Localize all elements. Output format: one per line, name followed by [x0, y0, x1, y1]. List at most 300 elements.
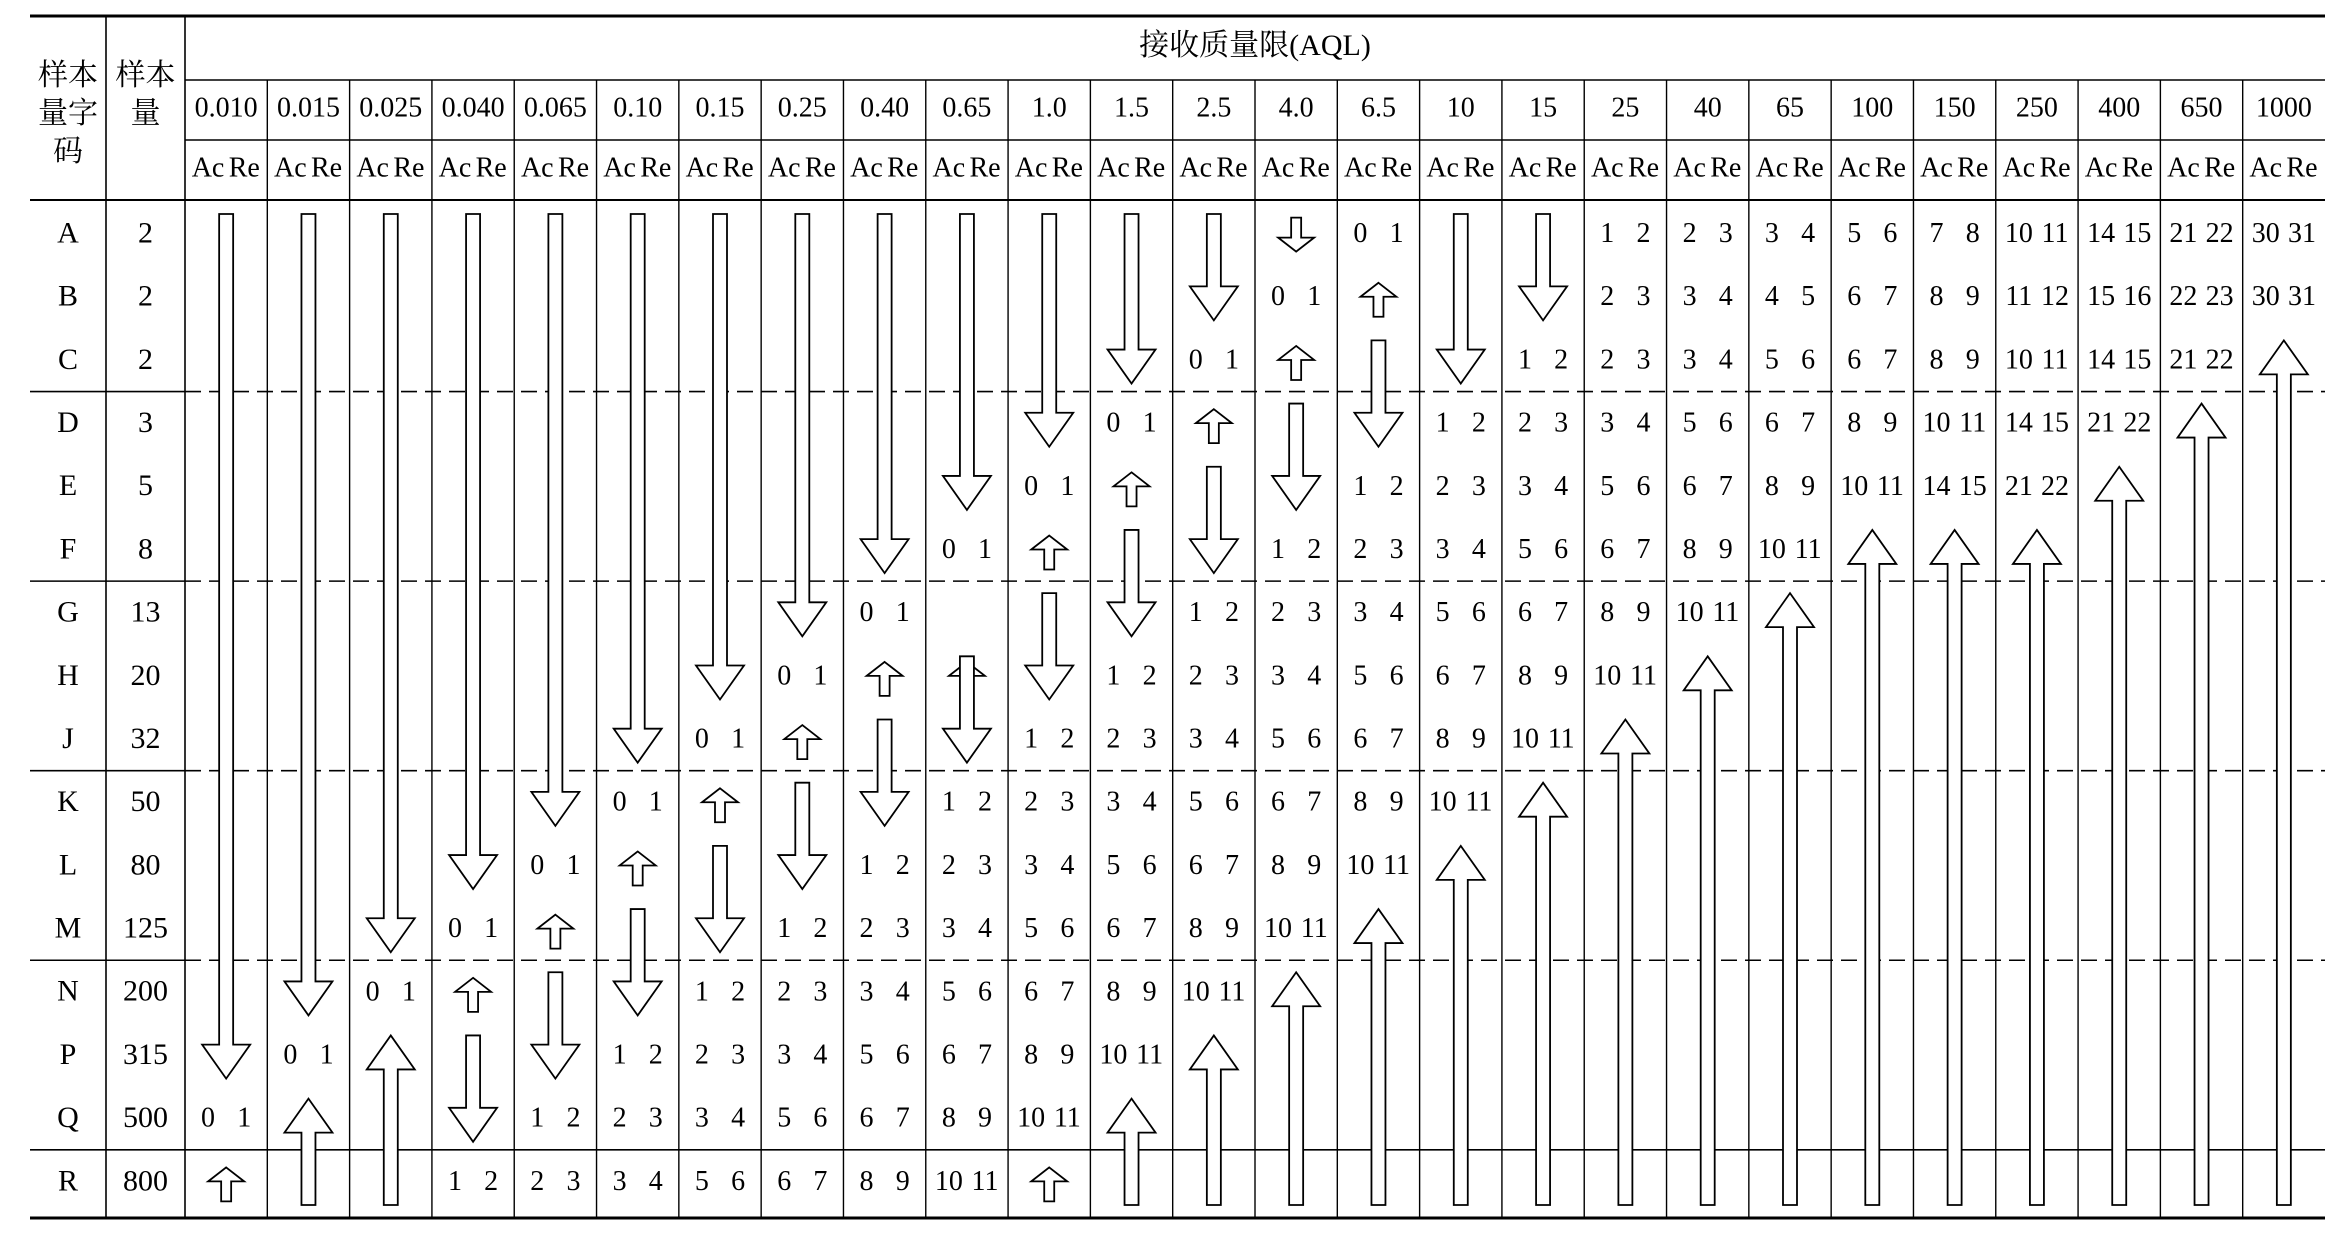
ac-value: 1 [530, 1102, 545, 1134]
ac-value: 10 [934, 1165, 963, 1197]
arrow-up-icon [2095, 467, 2143, 1205]
ac-value: 15 [2087, 281, 2116, 313]
re-value: 11 [2041, 218, 2069, 250]
ac-value: 10 [1593, 660, 1622, 692]
re-value: 9 [1554, 660, 1569, 692]
ac-value: 0 [365, 976, 380, 1008]
ac-value: 30 [2251, 281, 2280, 313]
re-value: 11 [971, 1165, 999, 1197]
aql-level-150: 150 [1933, 92, 1976, 124]
row-code-N: N [57, 974, 79, 1008]
re-header: Re [1710, 152, 1742, 184]
re-header: Re [2121, 152, 2153, 184]
arrow-down-icon [1278, 218, 1314, 252]
aql-level-0.015: 0.015 [276, 92, 340, 124]
re-value: 6 [813, 1102, 828, 1134]
re-value: 3 [813, 976, 828, 1008]
re-value: 7 [1142, 913, 1157, 945]
ac-value: 21 [2087, 407, 2116, 439]
ac-header: Ac [603, 152, 636, 184]
re-value: 3 [1636, 281, 1651, 313]
arrow-up-icon [455, 978, 491, 1012]
ac-value: 14 [1922, 470, 1951, 502]
aql-level-250: 250 [2015, 92, 2058, 124]
aql-level-4.0: 4.0 [1278, 92, 1314, 124]
arrow-down-icon [449, 1035, 497, 1141]
re-value: 15 [2123, 218, 2152, 250]
aql-level-650: 650 [2180, 92, 2223, 124]
re-value: 1 [1060, 470, 1075, 502]
aql-level-2.5: 2.5 [1196, 92, 1232, 124]
re-value: 9 [1307, 849, 1322, 881]
ac-header: Ac [191, 152, 225, 184]
aql-level-400: 400 [2098, 92, 2141, 124]
ac-header: Ac [685, 152, 719, 184]
re-value: 7 [895, 1102, 910, 1134]
re-value: 11 [1053, 1102, 1081, 1134]
re-value: 3 [1389, 533, 1404, 565]
ac-value: 1 [1435, 407, 1450, 439]
re-header: Re [2204, 152, 2236, 184]
ac-header: Ac [1508, 152, 1542, 184]
aql-title: 接收质量限(AQL) [1139, 28, 1371, 62]
re-value: 4 [1142, 786, 1157, 818]
ac-value: 2 [859, 913, 874, 945]
aql-level-1.0: 1.0 [1031, 92, 1067, 124]
re-value: 2 [1142, 660, 1157, 692]
arrow-up-icon [1278, 346, 1314, 380]
re-value: 4 [1801, 218, 1816, 250]
re-value: 9 [1142, 976, 1157, 1008]
re-header: Re [557, 152, 590, 184]
ac-value: 3 [1600, 407, 1615, 439]
arrow-up-icon [1114, 472, 1150, 506]
arrow-down-icon [531, 972, 579, 1078]
re-value: 7 [1801, 407, 1816, 439]
arrow-up-icon [620, 851, 656, 885]
arrow-down-icon [1437, 214, 1485, 384]
aql-level-100: 100 [1851, 92, 1894, 124]
re-value: 2 [566, 1102, 581, 1134]
re-header: Re [1134, 152, 1166, 184]
re-value: 7 [1636, 533, 1651, 565]
ac-value: 3 [1188, 723, 1203, 755]
row-code-Q: Q [57, 1101, 79, 1135]
arrow-down-icon [1108, 214, 1156, 384]
arrow-up-icon [537, 915, 573, 949]
re-value: 9 [1224, 913, 1239, 945]
re-value: 1 [319, 1039, 334, 1071]
re-value: 2 [1307, 533, 1322, 565]
ac-header: Ac [1097, 152, 1130, 184]
re-value: 2 [1224, 597, 1239, 629]
ac-value: 8 [1353, 786, 1368, 818]
ac-value: 3 [859, 976, 874, 1008]
re-value: 6 [1636, 470, 1651, 502]
ac-value: 3 [1024, 849, 1039, 881]
ac-value: 8 [1188, 913, 1203, 945]
ac-value: 1 [1600, 218, 1615, 250]
ac-value: 1 [447, 1165, 462, 1197]
re-value: 4 [1224, 723, 1239, 755]
row-size-H: 20 [130, 658, 161, 692]
re-value: 1 [1307, 281, 1322, 313]
re-value: 1 [648, 786, 663, 818]
ac-header: Ac [1920, 152, 1953, 184]
re-value: 7 [1554, 597, 1569, 629]
re-value: 6 [1389, 660, 1404, 692]
ac-header: Ac [1344, 152, 1377, 184]
ac-value: 10 [1181, 976, 1210, 1008]
ac-value: 6 [1682, 470, 1697, 502]
re-value: 7 [1389, 723, 1404, 755]
ac-value: 8 [1929, 344, 1944, 376]
ac-value: 6 [1353, 723, 1368, 755]
row-code-P: P [59, 1037, 77, 1071]
re-value: 11 [1218, 976, 1246, 1008]
ac-value: 14 [2087, 218, 2116, 250]
re-value: 7 [1224, 849, 1239, 881]
aql-level-0.25: 0.25 [777, 92, 827, 124]
arrow-down-icon [1025, 593, 1073, 699]
re-value: 6 [1224, 786, 1239, 818]
ac-value: 3 [1271, 660, 1286, 692]
re-value: 4 [1718, 281, 1733, 313]
row-code-H: H [57, 658, 79, 692]
arrow-down-icon [943, 656, 991, 762]
row-size-L: 80 [130, 848, 161, 882]
ac-value: 0 [859, 597, 874, 629]
re-value: 7 [1883, 281, 1898, 313]
ac-value: 10 [1840, 470, 1869, 502]
text-layer [38, 29, 2318, 1197]
arrow-up-icon [367, 1035, 415, 1205]
ac-value: 5 [1682, 407, 1697, 439]
re-header: Re [1381, 152, 1413, 184]
row-size-D: 3 [138, 406, 153, 440]
ac-value: 5 [777, 1102, 792, 1134]
re-value: 1 [237, 1102, 252, 1134]
re-value: 6 [731, 1165, 746, 1197]
re-value: 4 [1389, 597, 1404, 629]
aql-level-0.040: 0.040 [441, 92, 505, 124]
arrow-up-icon [208, 1167, 244, 1201]
re-value: 4 [1307, 660, 1322, 692]
arrow-up-icon [2260, 340, 2308, 1205]
ac-value: 5 [1600, 470, 1615, 502]
arrow-down-icon [861, 720, 909, 826]
re-header: Re [311, 152, 343, 184]
re-header: Re [393, 152, 425, 184]
ac-value: 10 [2004, 344, 2033, 376]
ac-value: 1 [941, 786, 956, 818]
ac-value: 6 [1188, 849, 1203, 881]
re-value: 9 [1718, 533, 1733, 565]
ac-header: Ac [1426, 152, 1459, 184]
header-code-label: 码 [53, 134, 83, 168]
re-value: 9 [1060, 1039, 1075, 1071]
aql-level-0.065: 0.065 [523, 92, 587, 124]
re-value: 5 [1801, 281, 1816, 313]
ac-header: Ac [274, 152, 307, 184]
ac-value: 6 [1764, 407, 1779, 439]
ac-value: 1 [1353, 470, 1368, 502]
re-value: 4 [978, 913, 993, 945]
row-size-M: 125 [123, 911, 168, 945]
arrow-down-icon [531, 214, 579, 826]
ac-value: 6 [1271, 786, 1286, 818]
ac-value: 8 [1764, 470, 1779, 502]
ac-value: 8 [1517, 660, 1532, 692]
ac-value: 8 [1271, 849, 1286, 881]
ac-header: Ac [2249, 152, 2283, 184]
re-value: 2 [813, 913, 828, 945]
ac-value: 10 [2004, 218, 2033, 250]
ac-value: 3 [777, 1039, 792, 1071]
ac-value: 6 [859, 1102, 874, 1134]
ac-value: 5 [1188, 786, 1203, 818]
ac-value: 1 [1024, 723, 1039, 755]
ac-header: Ac [356, 152, 389, 184]
row-size-E: 5 [138, 469, 153, 503]
ac-value: 10 [1675, 597, 1704, 629]
re-value: 1 [484, 913, 499, 945]
re-value: 9 [1801, 470, 1816, 502]
ac-header: Ac [1837, 152, 1871, 184]
ac-value: 2 [1517, 407, 1532, 439]
re-value: 7 [1471, 660, 1486, 692]
row-code-R: R [57, 1164, 79, 1198]
ac-value: 5 [941, 976, 956, 1008]
arrow-down-icon [861, 214, 909, 573]
re-value: 2 [1389, 470, 1404, 502]
row-code-J: J [62, 721, 74, 755]
row-code-L: L [58, 848, 78, 882]
ac-header: Ac [1014, 152, 1048, 184]
arrow-down-icon [202, 214, 250, 1079]
re-value: 9 [1471, 723, 1486, 755]
arrow-up-icon [1848, 530, 1896, 1205]
row-code-K: K [57, 785, 79, 819]
row-code-B: B [57, 279, 79, 313]
re-value: 3 [978, 849, 993, 881]
row-code-C: C [57, 342, 79, 376]
ac-value: 2 [530, 1165, 545, 1197]
re-value: 1 [401, 976, 416, 1008]
re-header: Re [887, 152, 919, 184]
ac-value: 2 [612, 1102, 627, 1134]
re-value: 22 [2041, 470, 2070, 502]
re-value: 9 [1883, 407, 1898, 439]
ac-value: 5 [1271, 723, 1286, 755]
re-value: 7 [1718, 470, 1733, 502]
ac-value: 0 [1353, 218, 1368, 250]
re-value: 23 [2205, 281, 2234, 313]
re-value: 6 [895, 1039, 910, 1071]
ac-value: 11 [2005, 281, 2033, 313]
re-value: 4 [1636, 407, 1651, 439]
ac-value: 2 [941, 849, 956, 881]
arrow-down-icon [696, 846, 744, 952]
ac-value: 3 [1353, 597, 1368, 629]
ac-value: 3 [1435, 533, 1450, 565]
row-size-Q: 500 [123, 1101, 168, 1135]
re-value: 11 [1959, 407, 1987, 439]
re-value: 6 [1554, 533, 1569, 565]
ac-value: 3 [941, 913, 956, 945]
re-value: 4 [1718, 344, 1733, 376]
ac-value: 0 [941, 533, 956, 565]
re-value: 3 [566, 1165, 581, 1197]
aql-level-10: 10 [1446, 92, 1475, 124]
ac-header: Ac [1179, 152, 1213, 184]
ac-value: 8 [859, 1165, 874, 1197]
re-value: 22 [2205, 218, 2234, 250]
re-value: 9 [1389, 786, 1404, 818]
ac-value: 6 [941, 1039, 956, 1071]
aql-level-0.025: 0.025 [359, 92, 423, 124]
re-value: 31 [2287, 281, 2316, 313]
arrow-down-icon [1272, 404, 1320, 510]
aql-level-1000: 1000 [2255, 92, 2312, 124]
ac-value: 22 [2169, 281, 2198, 313]
row-size-P: 315 [123, 1037, 168, 1071]
ac-value: 1 [1517, 344, 1532, 376]
ac-value: 0 [777, 660, 792, 692]
ac-header: Ac [850, 152, 883, 184]
ac-header: Ac [438, 152, 472, 184]
ac-value: 0 [612, 786, 627, 818]
ac-value: 21 [2169, 218, 2198, 250]
ac-value: 6 [777, 1165, 792, 1197]
re-header: Re [1957, 152, 1989, 184]
re-value: 3 [895, 913, 910, 945]
re-header: Re [2286, 152, 2318, 184]
re-value: 7 [1060, 976, 1075, 1008]
header-code-label: 样本 [38, 58, 98, 92]
re-value: 15 [1958, 470, 1987, 502]
ac-value: 3 [1682, 344, 1697, 376]
re-value: 9 [1965, 344, 1980, 376]
ac-value: 1 [859, 849, 874, 881]
re-value: 1 [566, 849, 581, 881]
ac-value: 3 [1682, 281, 1697, 313]
ac-value: 3 [1517, 470, 1532, 502]
re-value: 7 [813, 1165, 828, 1197]
arrow-down-icon [449, 214, 497, 889]
ac-value: 2 [1435, 470, 1450, 502]
arrow-down-icon [1190, 467, 1238, 573]
arrow-up-icon [1601, 720, 1649, 1206]
re-value: 9 [978, 1102, 993, 1134]
re-value: 4 [1471, 533, 1486, 565]
arrow-down-icon [1354, 340, 1402, 446]
arrow-down-icon [778, 214, 826, 636]
ac-value: 2 [1271, 597, 1286, 629]
ac-value: 5 [1764, 344, 1779, 376]
arrow-up-icon [1931, 530, 1979, 1205]
arrow-up-icon [1354, 909, 1402, 1205]
ac-value: 3 [612, 1165, 627, 1197]
arrow-up-icon [2178, 404, 2226, 1205]
ac-value: 6 [1517, 597, 1532, 629]
row-code-M: M [54, 911, 82, 945]
header-size-label: 样本 [115, 58, 176, 92]
re-value: 11 [1794, 533, 1822, 565]
re-value: 15 [2123, 344, 2152, 376]
row-code-D: D [57, 406, 79, 440]
ac-value: 5 [859, 1039, 874, 1071]
ac-value: 14 [2087, 344, 2116, 376]
ac-value: 6 [1106, 913, 1121, 945]
ac-value: 0 [1106, 407, 1121, 439]
arrow-down-icon [1190, 214, 1238, 320]
ac-value: 5 [1847, 218, 1862, 250]
re-header: Re [640, 152, 672, 184]
arrow-up-icon [784, 725, 820, 759]
re-value: 2 [1060, 723, 1075, 755]
re-value: 7 [1883, 344, 1898, 376]
ac-value: 8 [1929, 281, 1944, 313]
ac-value: 10 [1099, 1039, 1128, 1071]
re-value: 11 [1630, 660, 1657, 692]
re-value: 4 [648, 1165, 663, 1197]
ac-value: 21 [2004, 470, 2033, 502]
re-value: 16 [2123, 281, 2152, 313]
arrow-down-icon [1519, 214, 1567, 320]
arrow-up-icon [1684, 656, 1732, 1205]
ac-value: 8 [941, 1102, 956, 1134]
ac-value: 2 [1682, 218, 1697, 250]
re-value: 6 [978, 976, 993, 1008]
ac-value: 1 [694, 976, 709, 1008]
aql-level-65: 65 [1776, 92, 1804, 124]
ac-value: 1 [777, 913, 792, 945]
row-size-R: 800 [123, 1164, 168, 1198]
re-value: 3 [731, 1039, 746, 1071]
ac-header: Ac [932, 152, 966, 184]
ac-header: Ac [767, 152, 801, 184]
ac-value: 10 [1264, 913, 1293, 945]
ac-value: 5 [694, 1165, 709, 1197]
row-size-K: 50 [130, 785, 161, 819]
re-value: 2 [978, 786, 993, 818]
re-value: 11 [1136, 1039, 1164, 1071]
ac-value: 8 [1847, 407, 1862, 439]
re-header: Re [1051, 152, 1083, 184]
ac-value: 0 [447, 913, 462, 945]
re-value: 2 [895, 849, 910, 881]
row-size-A: 2 [138, 216, 153, 250]
re-value: 7 [978, 1039, 993, 1071]
ac-value: 10 [1510, 723, 1539, 755]
arrow-up-icon [1031, 1167, 1067, 1201]
re-header: Re [804, 152, 836, 184]
ac-value: 3 [1106, 786, 1121, 818]
arrow-up-icon [284, 1099, 332, 1205]
ac-header: Ac [520, 152, 554, 184]
re-value: 4 [895, 976, 910, 1008]
ac-value: 10 [1017, 1102, 1046, 1134]
ac-value: 6 [1847, 281, 1862, 313]
arrow-down-icon [943, 214, 991, 510]
re-value: 22 [2205, 344, 2234, 376]
re-value: 3 [1636, 344, 1651, 376]
aql-level-25: 25 [1611, 92, 1640, 124]
ac-value: 21 [2169, 344, 2198, 376]
ac-value: 10 [1757, 533, 1786, 565]
ac-value: 6 [1600, 533, 1615, 565]
